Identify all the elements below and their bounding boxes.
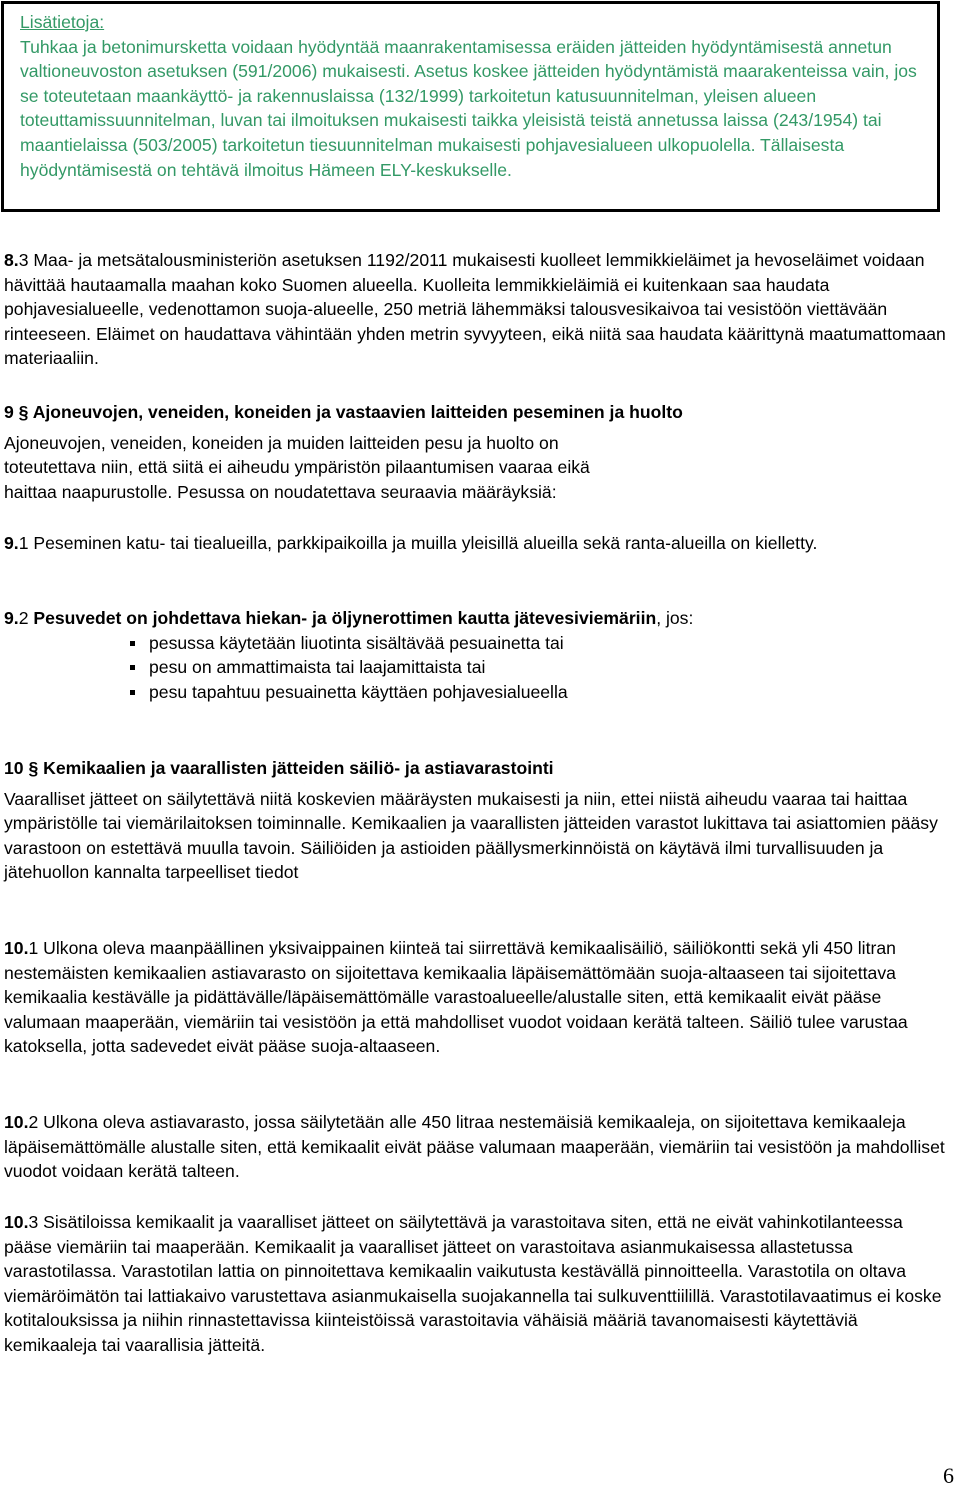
info-box bbox=[1, 1, 940, 212]
info-heading: Lisätietoja: bbox=[20, 12, 105, 32]
section-number-rest: 2 bbox=[28, 1112, 39, 1132]
list-item-text: pesu on ammattimaista tai laajamittaista tai bbox=[149, 657, 486, 678]
intro-line: Ajoneuvojen, veneiden, koneiden ja muiden laitteiden pesu ja huolto on bbox=[4, 432, 559, 453]
section-tail: , jos: bbox=[656, 608, 694, 628]
section-10-1 bbox=[4, 936, 954, 1059]
section-number-rest: 1 bbox=[18, 533, 29, 553]
section-number: 10. bbox=[4, 1212, 29, 1232]
section-text: Ulkona oleva astiavarasto, jossa säilytetään alle 450 litraa nestemäisiä kemikaaleja, on sijoitettava kemikaaleja läpäisemättömälle alustalle siten, että kemikaalit eivät pääse valumaan maaperään, viemäriin tai vesistöön ja mahdolliset vuodot voidaan kerätä talteen. bbox=[4, 1112, 945, 1182]
section-number: 10. bbox=[4, 938, 29, 958]
section-number: 9. bbox=[4, 533, 19, 553]
bullet-list bbox=[4, 631, 954, 705]
section-10-3 bbox=[4, 1210, 954, 1358]
section-9-intro bbox=[4, 431, 954, 505]
section-text: Sisätiloissa kemikaalit ja vaaralliset jätteet on säilytettävä ja varastoitava siten, että ne eivät vahinkotilanteessa pääse viemäriin tai maaperään. Kemikaalit ja vaaralliset jätteet on varastoitava asianmukaisessa allastetussa varastotilassa. Varastotilan lattia on pinnoitettava kemikaalin vaikutusta kestävällä pinnoitteella. Varastotila on oltava viemäröimätön tai lattiakaivo varustettava asianmukaisella suojakannella tai sulkuventtiilillä. Varastotilavaatimus ei koske kotitalouksissa ja niihin rinnastettavissa kiinteistöissä varastoitavia vähäisiä määriä tavanomaisesti käytettäviä kemikaaleja tai vaarallisia jätteitä. bbox=[4, 1212, 942, 1355]
list-item bbox=[130, 680, 954, 705]
section-10-3-paragraph bbox=[4, 1210, 954, 1358]
square-bullet-icon bbox=[130, 665, 135, 670]
square-bullet-icon bbox=[130, 690, 135, 695]
section-8-3 bbox=[4, 248, 954, 371]
info-text: Tuhkaa ja betonimursketta voidaan hyödyntää maanrakentamisessa eräiden jätteiden hyödyntämisestä annetun valtioneuvoston asetuksen (591/2006) mukaisesti. Asetus koskee jätteiden hyödyntämistä maarakenteissa vain, jos se toteutetaan maankäyttö- ja rakennuslaissa (132/1999) tarkoitetun katusuunnitelman, yleisen alueen toteuttamissuunnitelman, luvan tai ilmoituksen mukaisesti taikka yleisistä teistä annetussa laissa (243/1954) tai maantielaissa (503/2005) tarkoitetun tiesuunnitelman mukaisesti pohjavesialueen ulkopuolella. Tällaisesta hyödyntämisestä on tehtävä ilmoitus Hämeen ELY-keskukselle. bbox=[20, 36, 917, 180]
section-number: 9. bbox=[4, 608, 19, 628]
section-number-rest: 3 bbox=[18, 250, 29, 270]
section-10-2 bbox=[4, 1110, 954, 1184]
section-number-rest: 3 bbox=[28, 1212, 39, 1232]
section-9-2-paragraph bbox=[4, 606, 954, 631]
section-10-1-paragraph bbox=[4, 936, 954, 1059]
section-number-rest: 2 bbox=[18, 608, 29, 628]
intro-line: toteutettava niin, että siitä ei aiheudu ympäristön pilaantumisen vaaraa eikä bbox=[4, 457, 590, 478]
section-bold-text: Pesuvedet on johdettava hiekan- ja öljynerottimen kautta jätevesiviemäriin bbox=[28, 608, 657, 628]
section-10-paragraph: Vaaralliset jätteet on säilytettävä niitä koskevien määräysten mukaisesti ja niin, ettei niistä aiheudu vaaraa tai haittaa ympäristölle tai viemärilaitoksen toiminnalle. Kemikaalien ja vaarallisten jätteiden varastot lukittava tai asiattomien pääsy varastoon on estettävä muulla tavoin. Säiliöiden ja astioiden päällysmerkinnöistä on käytävä ilmi turvallisuuden ja jätehuollon kannalta tarpeelliset tiedot bbox=[4, 788, 938, 883]
section-10 bbox=[4, 756, 954, 885]
section-9-heading: 9 § Ajoneuvojen, veneiden, koneiden ja vastaavien laitteiden peseminen ja huolto bbox=[4, 402, 683, 422]
intro-line: haittaa naapurustolle. Pesussa on noudatettava seuraavia määräyksiä: bbox=[4, 481, 557, 502]
page-number: 6 bbox=[943, 1463, 954, 1488]
list-item-text: pesu tapahtuu pesuainetta käyttäen pohjavesialueella bbox=[149, 681, 568, 702]
list-item bbox=[130, 655, 954, 680]
list-item-text: pesussa käytetään liuotinta sisältävää pesuainetta tai bbox=[149, 632, 564, 653]
section-10-2-paragraph bbox=[4, 1110, 954, 1184]
section-number: 10. bbox=[4, 1112, 29, 1132]
section-9-2 bbox=[4, 606, 954, 704]
list-item bbox=[130, 631, 954, 656]
square-bullet-icon bbox=[130, 641, 135, 646]
section-text: Ulkona oleva maanpäällinen yksivaippainen kiinteä tai siirrettävä kemikaalisäiliö, säiliökontti sekä yli 450 litran nestemäisten kemikaalien astiavarasto on sijoitettava kemikaalia läpäisemättömään suoja-altaaseen tai sijoitettava kemikaalia kestävälle ja pidättävälle/läpäisemättömälle varastoalueelle/alustalle siten, että kemikaalit eivät pääse valumaan maaperään, viemäriin tai vesistöön ja että mahdolliset vuodot voidaan kerätä talteen. Säiliö tulee varustaa katoksella, jotta sadevedet eivät pääse suoja-altaaseen. bbox=[4, 938, 908, 1057]
section-number: 8. bbox=[4, 250, 19, 270]
section-8-3-paragraph bbox=[4, 248, 954, 371]
section-10-heading: 10 § Kemikaalien ja vaarallisten jätteiden säiliö- ja astiavarastointi bbox=[4, 758, 554, 778]
section-9-1-paragraph bbox=[4, 531, 954, 556]
section-text: Peseminen katu- tai tiealueilla, parkkipaikoilla ja muilla yleisillä alueilla sekä ranta-alueilla on kielletty. bbox=[28, 533, 818, 553]
section-number-rest: 1 bbox=[28, 938, 39, 958]
section-text: Maa- ja metsätalousministeriön asetuksen 1192/2011 mukaisesti kuolleet lemmikkieläimet ja hevoseläimet voidaan hävittää hautaamalla maahan koko Suomen alueella. Kuolleita lemmikkieläimiä ei kuitenkaan saa haudata pohjavesialueelle, vedenottamon suoja-alueelle, 250 metriä lähemmäksi talousvesikaivoa tai vesistöön viettävään rinteeseen. Eläimet on haudattava vähintään yhden metrin syvyyteen, eikä niitä saa haudata käärittynä maatumattomaan materiaaliin. bbox=[4, 250, 946, 369]
section-9-1 bbox=[4, 531, 954, 556]
section-9 bbox=[4, 400, 954, 504]
